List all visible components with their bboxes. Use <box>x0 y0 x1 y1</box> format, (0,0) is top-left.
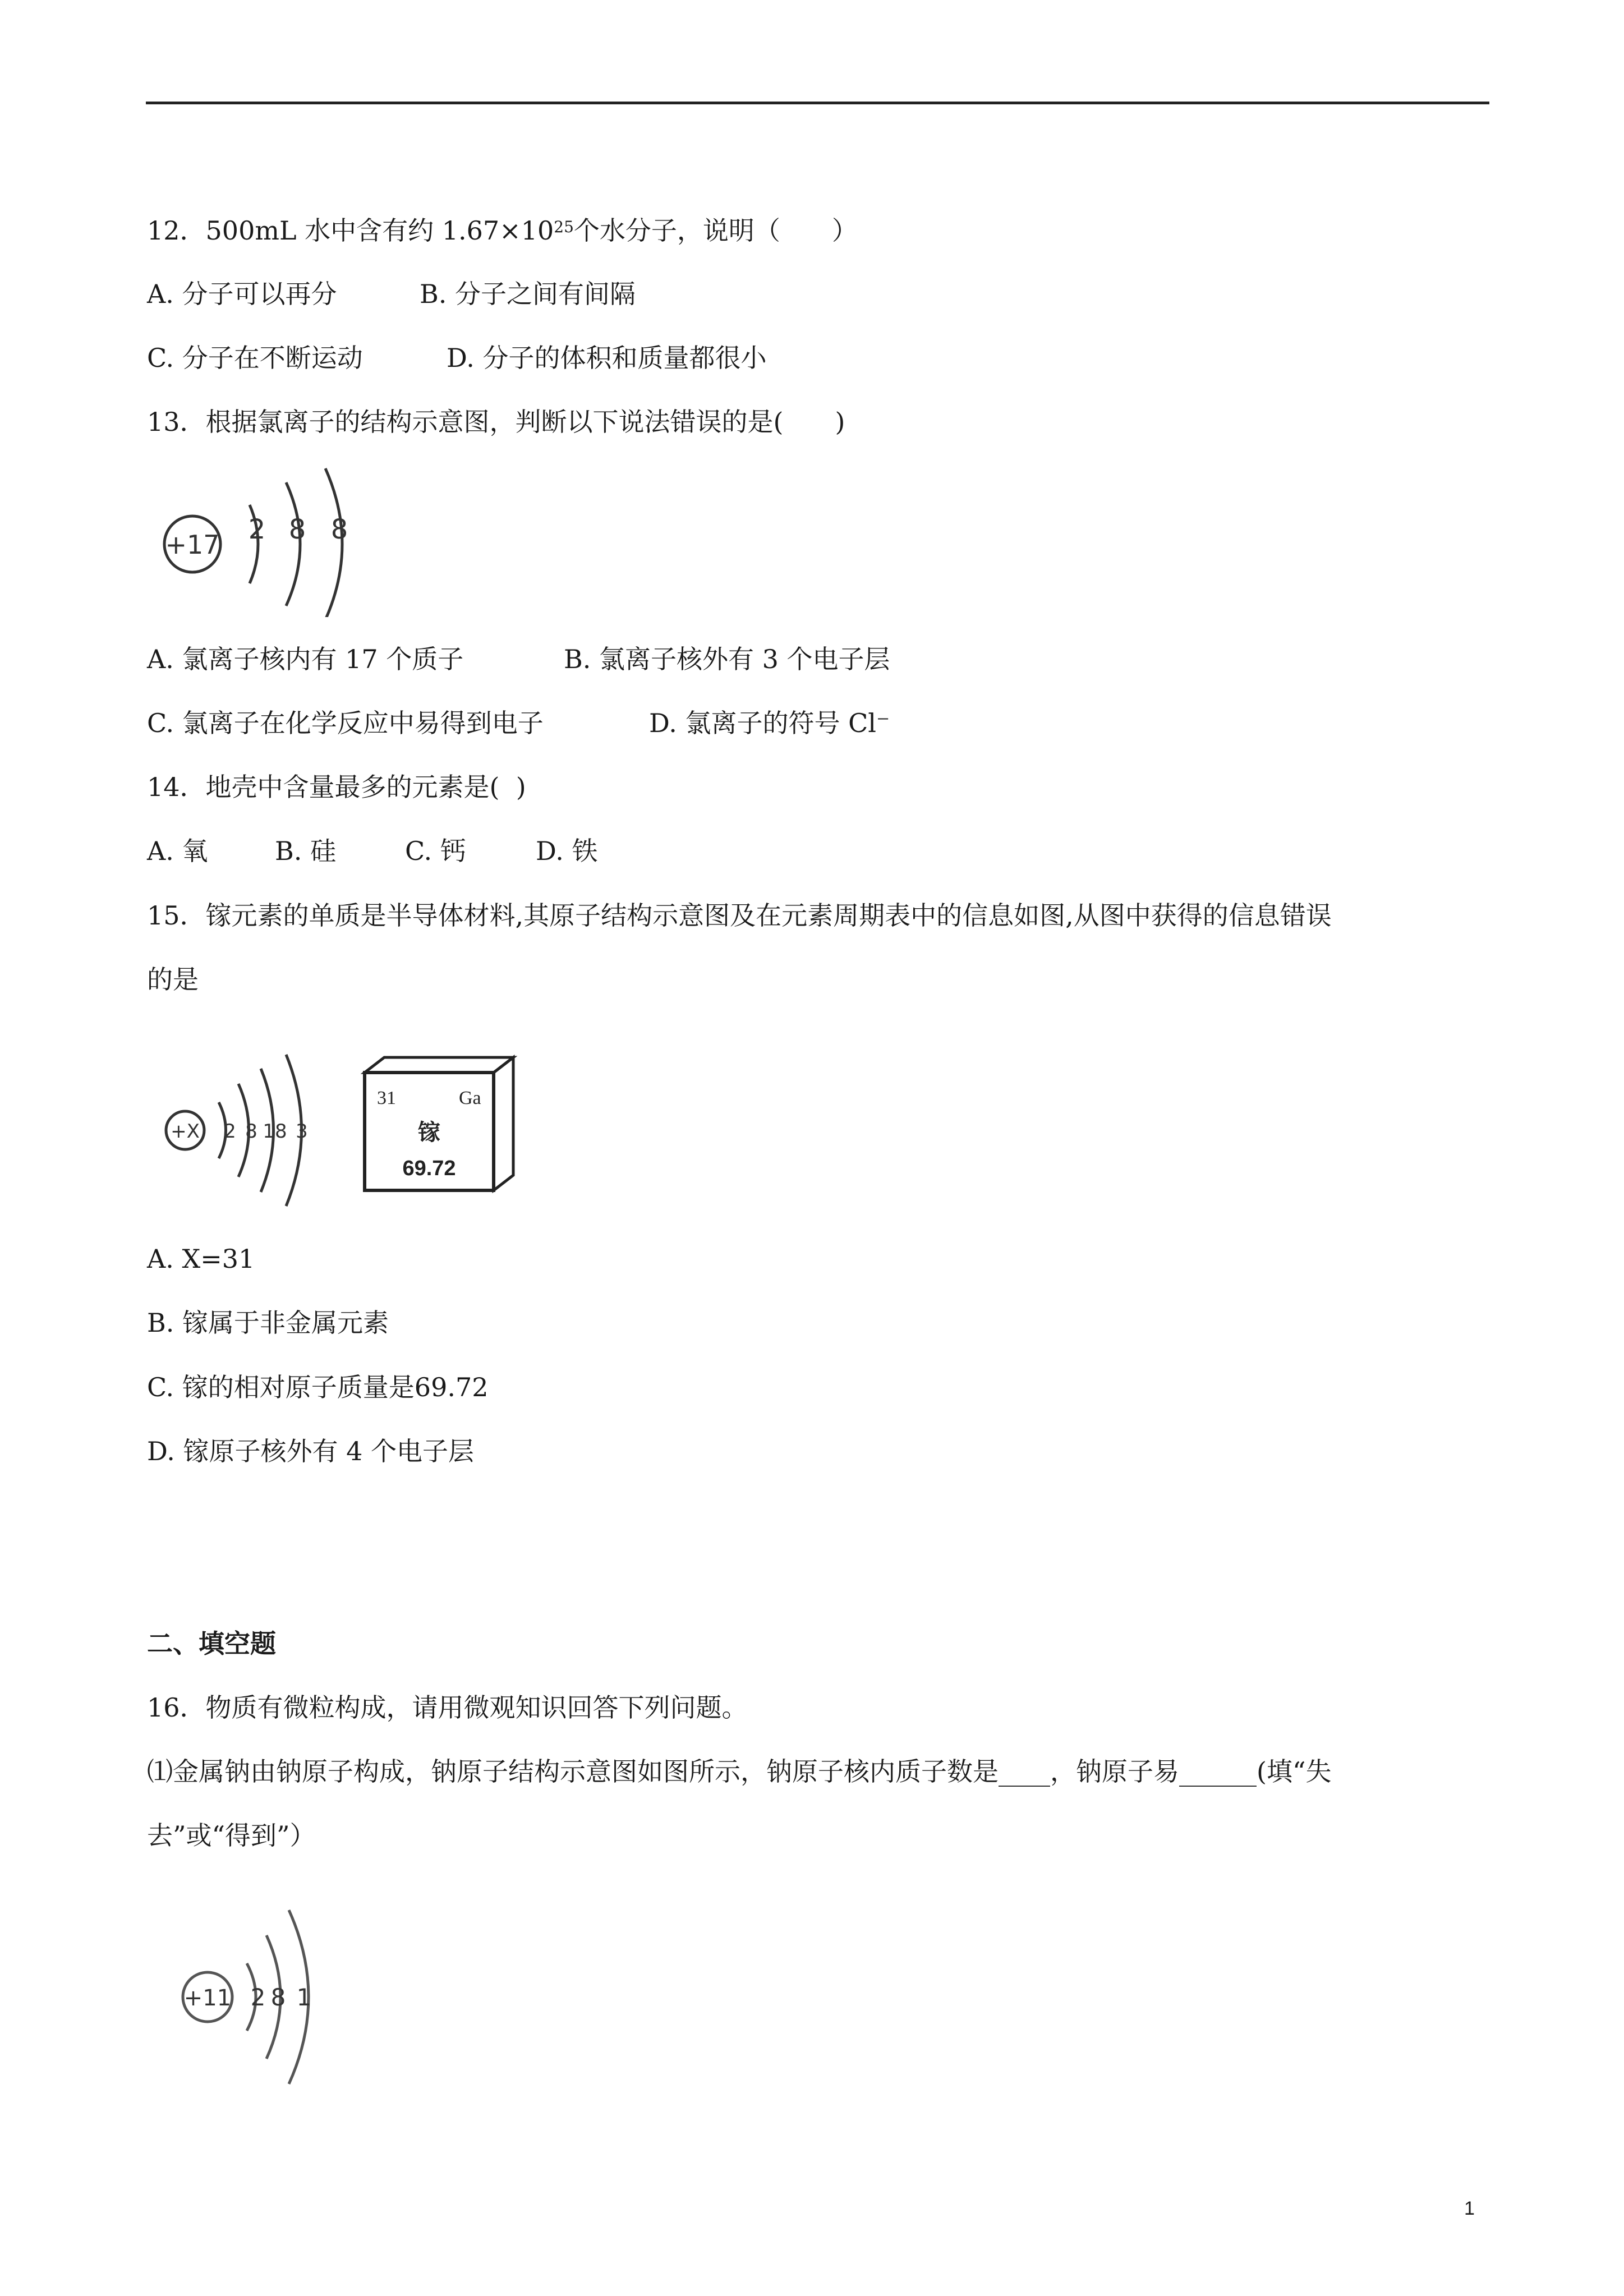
element-symbol: Ga <box>459 1088 481 1108</box>
relative-atomic-mass: 69.72 <box>402 1157 456 1180</box>
q12-option-a: A. 分子可以再分 <box>147 279 337 309</box>
page-number: 1 <box>1464 2198 1475 2219</box>
q12-option-d: D. 分子的体积和质量都很小 <box>447 343 767 373</box>
q15-option-a: A. X=31 <box>147 1244 255 1274</box>
q13-option-d: D. 氯离子的符号 Cl⁻ <box>649 708 890 738</box>
header-rule <box>146 102 1489 104</box>
gallium-periodic-table-cell <box>359 1055 527 1200</box>
q14-option-a: A. 氧 <box>147 836 208 866</box>
element-name: 镓 <box>418 1120 440 1145</box>
cell-side-face <box>494 1057 513 1190</box>
nucleus-label: +X <box>171 1120 200 1143</box>
nucleus-label: +17 <box>165 530 220 560</box>
q16-part1: ⑴金属钠由钠原子构成，钠原子结构示意图如图所示，钠原子核内质子数是____，钠原子易______(填“失 <box>147 1756 1332 1787</box>
nucleus-label: +11 <box>183 1985 232 2011</box>
shell-electron-count: 8 <box>330 514 348 545</box>
chloride-ion-structure-diagram <box>151 454 376 617</box>
q15-option-b: B. 镓属于非金属元素 <box>147 1308 389 1338</box>
shell-electron-count: 2 <box>248 514 266 545</box>
q13-option-c: C. 氯离子在化学反应中易得到电子 <box>147 708 544 738</box>
q13-option-b: B. 氯离子核外有 3 个电子层 <box>564 644 890 674</box>
q16-stem: 16．物质有微粒构成，请用微观知识回答下列问题。 <box>147 1692 748 1723</box>
q12-option-b: B. 分子之间有间隔 <box>420 279 636 309</box>
q16-part1-continued: 去”或“得到”） <box>147 1820 316 1851</box>
q12-stem: 12．500mL 水中含有约 $1.67\times 10^{25}$个水分子，说明（ ） <box>147 215 858 246</box>
q15-stem: 15．镓元素的单质是半导体材料,其原子结构示意图及在元素周期表中的信息如图,从图中获得的信息错误 <box>147 900 1332 931</box>
shell-electron-count: 8 <box>288 514 306 545</box>
shell-electron-count: 2 <box>250 1984 266 2011</box>
gallium-atom-structure-diagram <box>157 1049 325 1212</box>
shell-electron-count: 1 <box>296 1984 312 2011</box>
shell-electron-count: 8 <box>270 1984 286 2011</box>
shell-electron-count: 18 <box>263 1120 287 1143</box>
shell-electron-count: 3 <box>296 1120 308 1143</box>
q14-stem: 14．地壳中含量最多的元素是( ) <box>147 772 526 802</box>
sodium-atom-structure-diagram <box>168 1902 325 2092</box>
q14-option-c: C. 钙 <box>405 836 466 866</box>
shell-electron-count: 2 <box>224 1120 236 1143</box>
q13-option-a: A. 氯离子核内有 17 个质子 <box>147 644 464 674</box>
section-title: 二、填空题 <box>147 1628 276 1659</box>
q15-option-d: D. 镓原子核外有 4 个电子层 <box>147 1436 474 1466</box>
q12-option-c: C. 分子在不断运动 <box>147 343 363 373</box>
q14-option-b: B. 硅 <box>275 836 337 866</box>
shell-electron-count: 8 <box>245 1120 257 1143</box>
q15-stem-continued: 的是 <box>147 964 199 995</box>
q13-stem: 13．根据氯离子的结构示意图，判断以下说法错误的是( ) <box>147 407 845 437</box>
q15-option-c: C. 镓的相对原子质量是69.72 <box>147 1372 489 1402</box>
q14-option-d: D. 铁 <box>536 836 598 866</box>
atomic-number: 31 <box>377 1088 396 1108</box>
cell-top-face <box>365 1057 513 1073</box>
